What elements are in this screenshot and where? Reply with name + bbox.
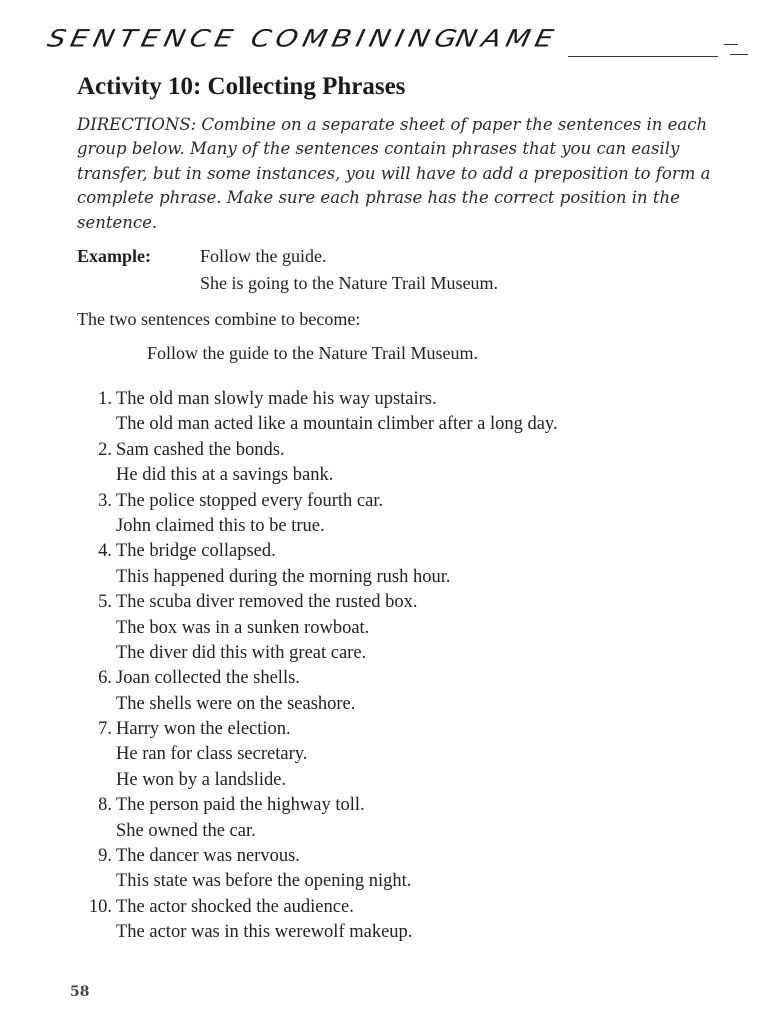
item-sentence: John claimed this to be true. <box>116 515 325 536</box>
item-sentence: The old man slowly made his way upstairs. <box>116 389 437 409</box>
activity-title: Activity 10: Collecting Phrases <box>77 73 406 100</box>
item-number: 6. <box>98 668 112 689</box>
item-number: 9. <box>98 846 112 867</box>
exercise-item-1 <box>60 387 740 438</box>
item-sentence: This state was before the opening night. <box>116 871 412 892</box>
example-label: Example: <box>77 246 151 266</box>
exercise-item-10 <box>60 895 740 946</box>
item-number: 5. <box>98 592 112 613</box>
item-sentence: The box was in a sunken rowboat. <box>116 617 370 638</box>
name-blank-line <box>568 56 718 57</box>
item-number: 2. <box>98 439 112 460</box>
item-sentence: The diver did this with great care. <box>116 642 367 663</box>
example-sentence-1: Follow the guide. <box>200 246 327 266</box>
exercise-item-3 <box>60 489 740 540</box>
exercise-item-6 <box>60 666 740 717</box>
item-number: 4. <box>98 541 112 562</box>
item-sentence: He ran for class secretary. <box>116 744 308 765</box>
item-number: 1. <box>98 389 112 409</box>
item-sentence: Harry won the election. <box>116 719 291 740</box>
item-sentence: He did this at a savings bank. <box>116 465 334 486</box>
name-blank-dash-2 <box>730 54 748 55</box>
exercise-item-8 <box>60 793 740 844</box>
exercise-list <box>60 387 740 946</box>
example-sentence-2: She is going to the Nature Trail Museum. <box>200 273 498 293</box>
item-sentence: The police stopped every fourth car. <box>116 490 384 511</box>
item-sentence: He won by a landslide. <box>116 769 287 790</box>
item-sentence: The person paid the highway toll. <box>116 795 365 816</box>
item-sentence: The actor was in this werewolf makeup. <box>116 922 413 943</box>
handwritten-header <box>45 14 768 64</box>
item-sentence: The scuba diver removed the rusted box. <box>116 592 418 613</box>
combine-instruction: The two sentences combine to become: <box>77 309 361 329</box>
handwritten-name-label: NAME <box>453 24 561 53</box>
item-sentence: Joan collected the shells. <box>116 668 300 689</box>
directions-text: DIRECTIONS: Combine on a separate sheet of paper the sentences in each group below. Many of the sentences contain phrases that you can easily transfer, but in some instances, you will have to add a preposition to form a complete phrase. Make sure each phrase has the correct position in the sentence. <box>77 115 711 232</box>
item-sentence: The bridge collapsed. <box>116 541 276 562</box>
exercise-item-2 <box>60 438 740 489</box>
item-number: 8. <box>98 795 112 816</box>
name-blank-dash <box>724 44 738 45</box>
item-number: 10. <box>88 896 112 917</box>
example-result: Follow the guide to the Nature Trail Museum. <box>147 343 478 363</box>
item-sentence: The shells were on the seashore. <box>116 693 356 714</box>
exercise-item-5 <box>60 590 740 666</box>
item-sentence: The actor shocked the audience. <box>116 896 354 917</box>
exercise-item-9 <box>60 844 740 895</box>
item-sentence: The dancer was nervous. <box>116 846 300 867</box>
item-sentence: Sam cashed the bonds. <box>116 439 285 460</box>
item-sentence: She owned the car. <box>116 820 256 841</box>
item-number: 3. <box>98 490 112 511</box>
page-number: 58 <box>70 984 90 1000</box>
exercise-item-4 <box>60 539 740 590</box>
item-sentence: The old man acted like a mountain climber after a long day. <box>116 414 558 435</box>
item-sentence: This happened during the morning rush hour. <box>116 566 451 587</box>
item-number: 7. <box>98 719 112 740</box>
handwritten-sentence-combining: SENTENCE COMBINING <box>45 24 465 53</box>
exercise-item-7 <box>60 717 740 793</box>
